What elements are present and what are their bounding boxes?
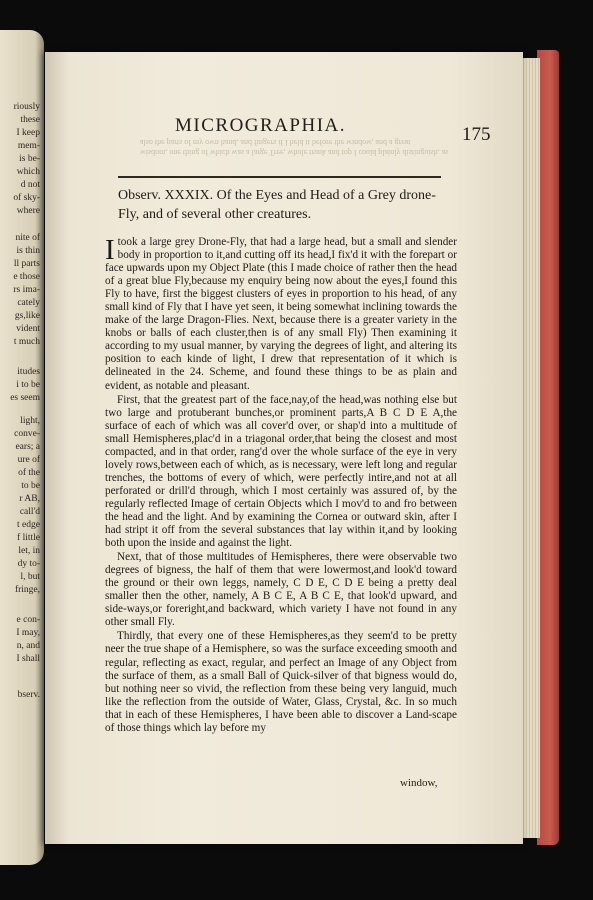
left-page-fragment: i to be <box>16 380 40 390</box>
left-page-fragment: to be <box>21 481 40 491</box>
running-head: MICROGRAPHIA. <box>175 115 346 136</box>
left-page-fragment: where <box>16 206 40 216</box>
page-number: 175 <box>462 124 491 145</box>
left-page-fragment: fringe, <box>14 585 40 595</box>
left-page-fragment: ll parts <box>13 259 40 269</box>
left-page-fragment: light, <box>20 416 40 426</box>
paragraph-1: I took a large grey Drone-Fly, that had a large head, but a small and slender body in proportion to it,and cutting off its head,I fix'd it with the forepart or face upwards upon my Object Plate (this I made choice of rather then the head of a great blue Fly,because my enquiry being now about the eyes,I found this Fly to have, first the biggest clusters of eyes in proportion to his head, of any small kind of Fly that I have yet seen, it being somewhat inclining towards the make of the large Dragon-Flies. Next, because there is a greater variety in the knobs or balls of each cluster,then is of any small Fly) Then examining it according to my usual manner, by varying the degrees of light, and altering its position to each kinde of light, I drew that representation of it which is delineated in the 24. Scheme, and found these things to be as plain and evident, as notable and pleasant. <box>105 234 457 392</box>
catchword: window, <box>400 777 438 789</box>
show-through-text: wisdom, one thing of which was a large Tree, whole trunk and top I could plainly distinguish, as also the parts of my own hand, and fingers if I held it before the window, and a great <box>140 138 449 157</box>
left-page-fragment: which <box>16 167 40 177</box>
left-page-fragment: ears; a <box>15 442 40 452</box>
paragraph-3: Next, that of those multitudes of Hemispheres, there were observable two degrees of bigness, the half of them that were lowermost,and look'd toward the ground or their own leggs, namely, C D E, C D E being a pretty deal smaller then the other, namely, A B C E, A B C E, that look'd upward, and side-ways,or foreright,and backward, which variety I have not found in any other small Fly. <box>105 551 457 629</box>
left-page-fragment: r AB, <box>19 494 40 504</box>
left-page-fragment: itudes <box>17 367 40 377</box>
left-page-fragment: let, in <box>18 546 40 556</box>
header-rule <box>118 176 441 178</box>
left-page-fragment: conve- <box>14 429 40 439</box>
left-page-fragment: riously <box>13 102 40 112</box>
left-page-fragment: t much <box>13 337 40 347</box>
body-text <box>105 236 457 736</box>
left-page-fragment: vident <box>16 324 40 334</box>
left-page-fragment: d not <box>20 180 40 190</box>
left-page-fragment: rs ima- <box>13 285 40 295</box>
left-page-fragment: cately <box>17 298 40 308</box>
left-page-fragment: I shall <box>16 654 40 664</box>
left-page-fragment: I may, <box>16 628 40 638</box>
left-page-fragment: f little <box>17 533 40 543</box>
left-page-fragment: of the <box>18 468 40 478</box>
left-page-fragment: t edge <box>17 520 40 530</box>
paragraph-4: Thirdly, that every one of these Hemispheres,as they seem'd to be pretty neer the true shape of a Hemisphere, so was the surface exceeding smooth and regular, reflecting as exact, regular, and perfect an Image of any Object from the surface of them, as a small Ball of Quick-silver of that bigness would do, but nothing neer so vivid, the reflection from these being very languid, much like the reflection from the outside of Water, Glass, Crystal, &c. In so much that in each of these Hemispheres, I have been able to discover a Land-scape of those things which lay before my <box>105 630 457 734</box>
left-page-fragment: call'd <box>19 507 40 517</box>
left-page-fragment: of sky- <box>13 193 40 203</box>
left-page-fragment: e those <box>13 272 40 282</box>
left-page-fragment: is thin <box>16 246 40 256</box>
left-page-fragment: n, and <box>16 641 40 651</box>
left-page-fragment: mem- <box>17 141 40 151</box>
left-page-fragment: nite of <box>15 233 40 243</box>
left-page-fragment: ure of <box>17 455 40 465</box>
left-page-fragment: e con- <box>16 615 40 625</box>
left-page-fragment: bserv. <box>17 690 40 700</box>
left-page-fragment: es seem <box>10 393 40 403</box>
paragraph-2: First, that the greatest part of the face,nay,of the head,was nothing else but two large and protuberant bunches,or prominent parts,A B C D E A,the surface of each of which was all cover'd over, or shap'd into a multitude of small Hemispheres,plac'd in a triagonal order,that being the closest and most compacted, and in that order, rang'd over the whole surface of the eye in very lovely rows,between each of which, as is necessary, were left long and regular trenches, the bottoms of every of which, were perfectly intire,and not at all perforated or drill'd through, which I most certainly was assured of, by the regularly reflected Image of certain Objects which I mov'd to and fro between the head and the light. And by examining the Cornea or outward skin, after I had stript it off from the several substances that lay within it,and by looking both upon the inside and against the light. <box>105 393 457 550</box>
left-page-fragment: is be- <box>19 154 40 164</box>
left-page-fragment: dy to- <box>17 559 40 569</box>
observation-heading: Observ. XXXIX. Of the Eyes and Head of a Grey drone-Fly, and of several other creatures. <box>118 188 436 222</box>
drop-cap: I <box>105 234 115 266</box>
facing-left-page <box>0 30 44 865</box>
book-cover-edge <box>537 50 559 845</box>
left-page-fragment: these <box>20 115 40 125</box>
left-page-fragment: l, but <box>20 572 40 582</box>
left-page-fragment: I keep <box>16 128 40 138</box>
left-page-fragment: gs,like <box>14 311 40 321</box>
